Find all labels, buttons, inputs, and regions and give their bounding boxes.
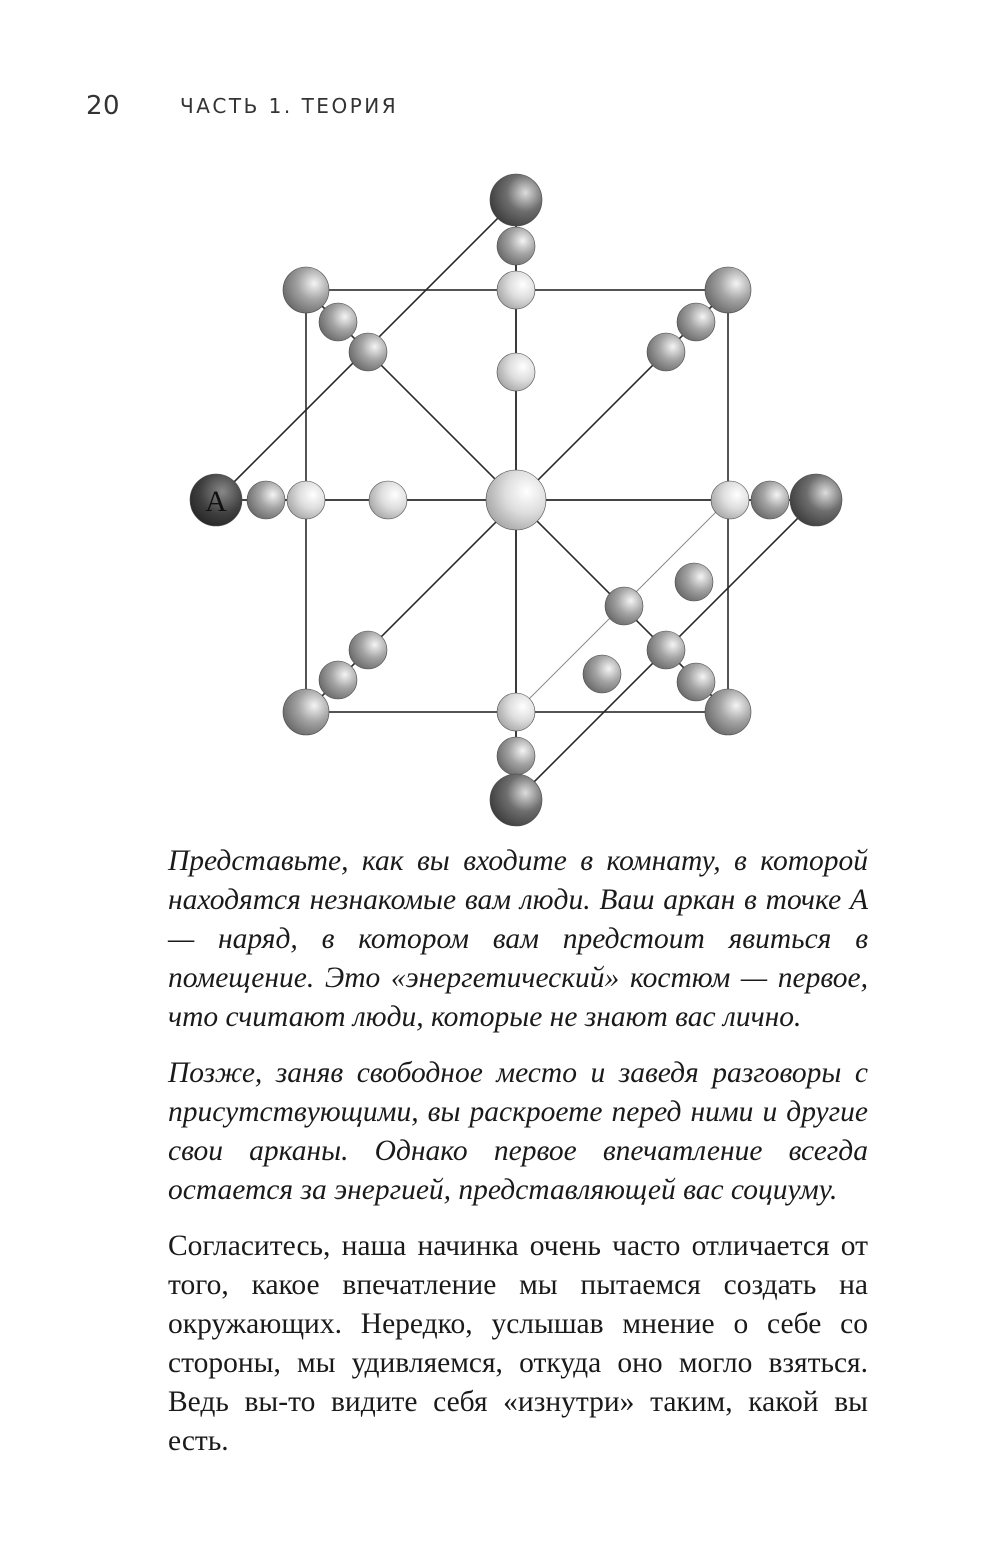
arcana-octagram-diagram [160, 160, 880, 850]
ball-tl-mid [319, 303, 357, 341]
paragraph-2: Позже, заняв свободное место и заведя разговоры с присутствующими, вы раскроете перед ними и другие свои арканы. Однако первое впечатление всегда остается за энергией, представляющей вас социуму. [168, 1057, 868, 1206]
ball-tr-inner [647, 333, 685, 371]
ball-top-mid [497, 227, 535, 265]
section-title: ЧАСТЬ 1. ТЕОРИЯ [180, 94, 399, 118]
ball-br-float-1 [675, 563, 713, 601]
point-a-label: A [205, 485, 227, 518]
ball-left-axis [369, 481, 407, 519]
ball-bottom-mid [497, 737, 535, 775]
ball-tl-corner [283, 267, 329, 313]
ball-br-diag [605, 587, 643, 625]
ball-bottom-inner [497, 693, 535, 731]
paragraph-3: Согласитесь, наша начинка очень часто отличается от того, какое впечатление мы пытаемся создать на окружающих. Нередко, услышав мнение о себе со стороны, мы удивляемся, откуда оно могло взяться. Ведь вы-то видите себя «изнутри» таким, какой вы есть. [168, 1230, 868, 1457]
paragraph-1: Представьте, как вы входите в комнату, в которой находятся незнакомые вам люди. Ваш аркан в точке А — наряд, в котором вам предстоит явиться в помещение. Это «энергетический» костюм — первое, что считают люди, которые не знают вас лично. [168, 845, 868, 1033]
page-number: 20 [86, 91, 121, 121]
running-header [86, 88, 398, 124]
ball-right-inner [711, 481, 749, 519]
ball-top-inner [497, 271, 535, 309]
ball-top-axis [497, 353, 535, 391]
ball-tl-inner [349, 333, 387, 371]
ball-br-inner [647, 631, 685, 669]
ball-br-float-2 [583, 655, 621, 693]
ball-right-outer [790, 474, 842, 526]
ball-br-corner [705, 689, 751, 735]
diagram-balls [190, 174, 842, 826]
ball-bl-corner [283, 689, 329, 735]
ball-center [486, 470, 546, 530]
ball-bl-inner [349, 631, 387, 669]
ball-tr-mid [677, 303, 715, 341]
ball-bottom-outer [490, 774, 542, 826]
ball-left-inner [287, 481, 325, 519]
body-text [168, 842, 868, 1478]
ball-tr-corner [705, 267, 751, 313]
ball-bl-mid [319, 661, 357, 699]
ball-left-mid [247, 481, 285, 519]
ball-right-mid [751, 481, 789, 519]
ball-br-mid [677, 663, 715, 701]
ball-top-outer [490, 174, 542, 226]
